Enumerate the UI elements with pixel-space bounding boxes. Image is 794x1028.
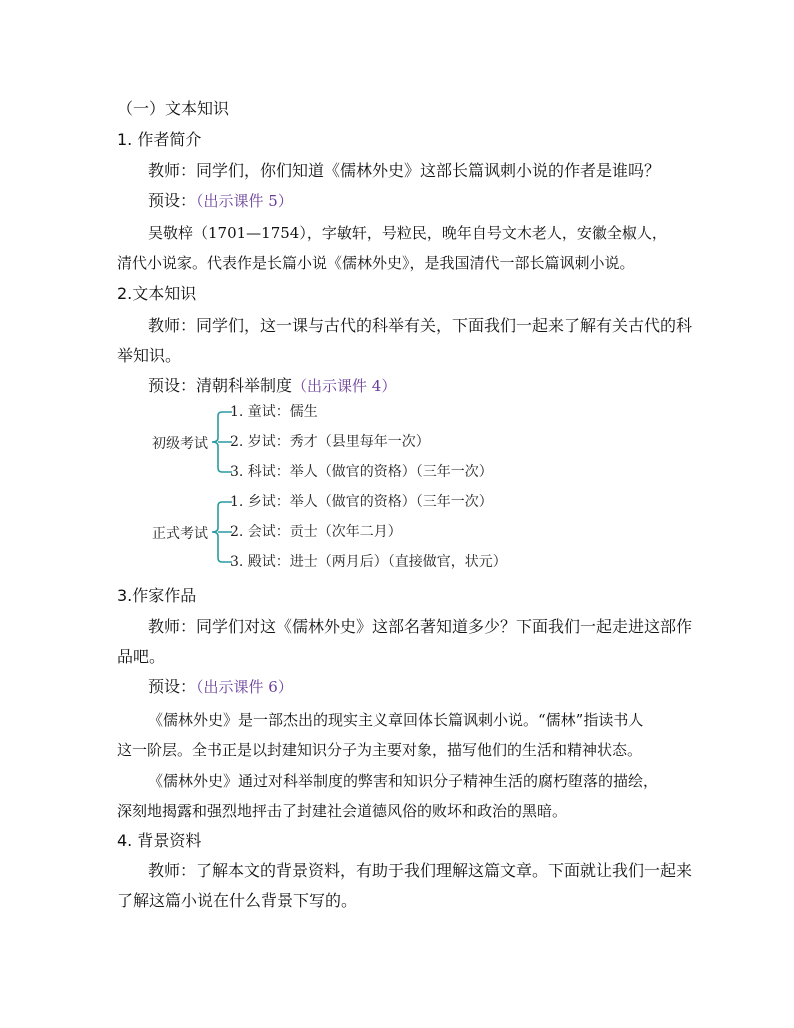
tree-item-primary-1: 1. 童试：儒生 (230, 404, 318, 420)
preset-label: 预设： (148, 677, 197, 696)
works-paragraph-2-line-2: 深刻地揭露和强烈地抨击了封建社会道德风俗的败坏和政治的黑暗。 (117, 802, 568, 820)
tree-item-formal-2: 2. 会试：贡士（次年二月） (230, 524, 402, 540)
teacher-question-3-line-1: 教师：同学们对这《儒林外史》这部名著知道多少？下面我们一起走进这部作 (148, 617, 693, 636)
teacher-question-4-line-1: 教师：了解本文的背景资料，有助于我们理解这篇文章。下面就让我们一起来 (148, 861, 693, 880)
tree-item-formal-3: 3. 殿试：进士（两月后）（直接做官，状元） (230, 554, 507, 570)
preset-line-1 (148, 190, 293, 212)
tree-item-primary-2: 2. 岁试：秀才（县里每年一次） (230, 434, 430, 450)
tree-label-formal-exam: 正式考试 (152, 526, 208, 542)
preset-label: 预设： (148, 191, 197, 210)
tree-item-primary-3: 3. 科试：举人（做官的资格）（三年一次） (230, 464, 493, 480)
author-answer-line-1: 吴敬梓（1701—1754），字敏轩，号粒民，晚年自号文木老人，安徽全椒人， (148, 224, 667, 242)
preset-line-3 (148, 676, 293, 698)
tree-label-primary-exam: 初级考试 (152, 436, 208, 452)
section-title: （一）文本知识 (117, 99, 230, 118)
heading-text-knowledge: 2.文本知识 (117, 284, 197, 303)
courseware-ref: （出示课件 5） (196, 192, 293, 210)
tree-item-formal-1: 1. 乡试：举人（做官的资格）（三年一次） (230, 494, 493, 510)
teacher-question-2-line-1: 教师：同学们，这一课与古代的科举有关，下面我们一起来了解有关古代的科 (148, 316, 693, 335)
teacher-question-4-line-2: 了解这篇小说在什么背景下写的。 (117, 891, 358, 910)
works-paragraph-1-line-1: 《儒林外史》是一部杰出的现实主义章回体长篇讽刺小说。“儒林”指读书人 (148, 711, 644, 729)
teacher-question-1: 教师：同学们，你们知道《儒林外史》这部长篇讽刺小说的作者是谁吗？ (148, 161, 661, 180)
courseware-ref: （出示课件 6） (196, 678, 293, 696)
courseware-ref: （出示课件 4） (292, 377, 397, 395)
heading-background: 4. 背景资料 (117, 831, 202, 850)
preset-line-2 (148, 375, 396, 397)
heading-author-works: 3.作家作品 (117, 586, 197, 605)
works-paragraph-1-line-2: 这一阶层。全书正是以封建知识分子为主要对象，描写他们的生活和精神状态。 (117, 741, 643, 759)
heading-author-intro: 1. 作者简介 (117, 130, 202, 149)
works-paragraph-2-line-1: 《儒林外史》通过对科举制度的弊害和知识分子精神生活的腐朽堕落的描绘， (148, 772, 659, 790)
preset-label: 预设：清朝科举制度 (148, 376, 293, 395)
author-answer-line-2: 清代小说家。代表作是长篇小说《儒林外史》，是我国清代一部长篇讽刺小说。 (117, 254, 635, 272)
teacher-question-3-line-2: 品吧。 (117, 647, 166, 666)
teacher-question-2-line-2: 举知识。 (117, 346, 182, 365)
